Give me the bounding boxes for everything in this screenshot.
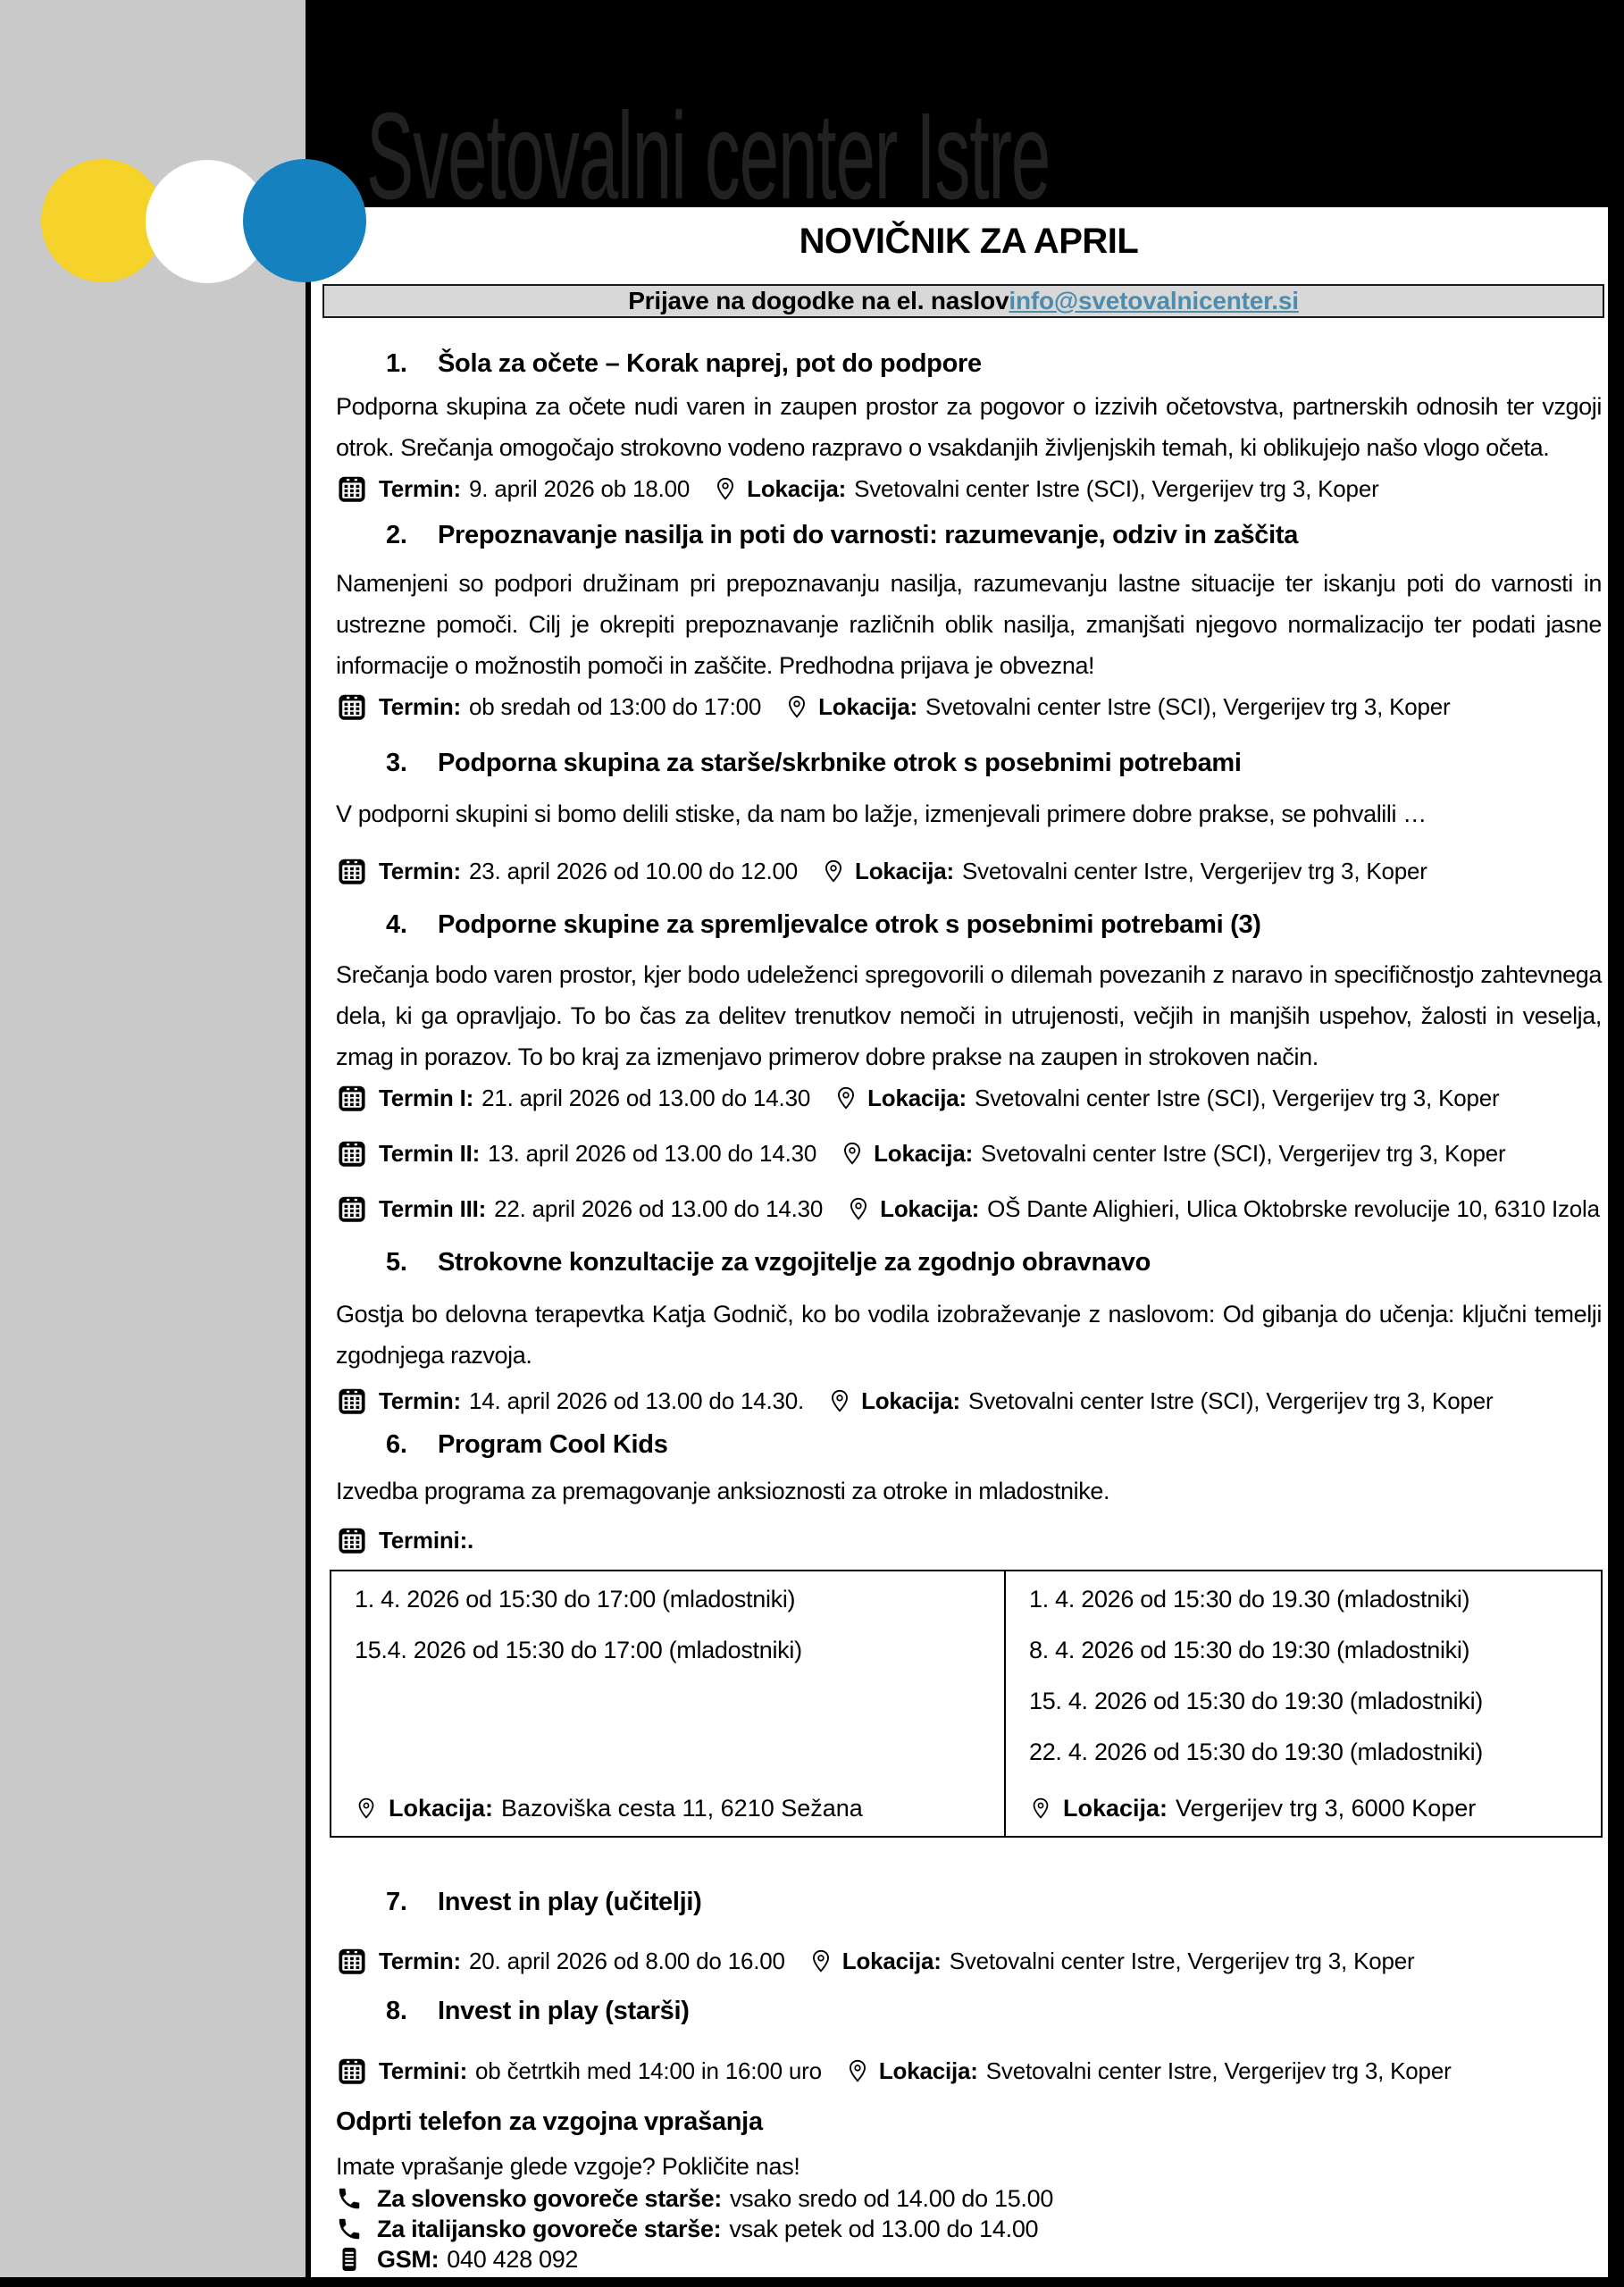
phone-line-value: vsak petek od 13.00 do 14.00 [729, 2215, 1039, 2242]
calendar-icon [336, 1082, 368, 1114]
termin-value: 21. april 2026 od 13.00 do 14.30 [481, 1085, 811, 1111]
section-1-heading [336, 345, 1602, 382]
logo-title: Svetovalni center Istre [366, 88, 1051, 207]
section-number: 4. [386, 910, 407, 939]
phone-line-label: Za italijansko govoreče starše: [377, 2215, 722, 2242]
location-pin-icon [846, 1193, 871, 1225]
calendar-icon [336, 473, 368, 505]
open-phone-intro: Imate vprašanje glede vzgoje? Pokličite nas! [336, 2153, 800, 2180]
schedule-entry: 22. 4. 2026 od 15:30 do 19:30 (mladostniki) [1029, 1738, 1483, 1765]
schedule-entry: 15. 4. 2026 od 15:30 do 19:30 (mladostniki) [1029, 1688, 1483, 1714]
calendar-icon [336, 1137, 368, 1169]
calendar-icon [336, 855, 368, 887]
gsm-line [336, 2244, 1602, 2274]
cool-kids-right-cell [1004, 1571, 1601, 1836]
location-pin-icon [821, 855, 846, 887]
section-5-body: Gostja bo delovna terapevtka Katja Godnič, ko bo vodila izobraževanje z naslovom: Od gibanja do učenja: ključni temelji zgodnjega razvoja. [336, 1301, 1602, 1369]
section-8-heading [336, 1992, 1602, 2030]
phone-line-value: vsako sredo od 14.00 do 15.00 [729, 2184, 1054, 2212]
email-link[interactable]: info@svetovalnicenter.si [1009, 287, 1299, 314]
lokacija-value: Svetovalni center Istre (SCI), Vergerijev trg 3, Koper [981, 1140, 1506, 1167]
section-6-body: Izvedba programa za premagovanje anksioznosti za otroke in mladostnike. [336, 1478, 1110, 1504]
calendar-icon [336, 691, 368, 723]
section-title: Prepoznavanje nasilja in poti do varnosti: razumevanje, odziv in zaščita [438, 521, 1299, 549]
phone-line-slovenian [336, 2183, 1602, 2214]
lokacija-label: Lokacija: [841, 1948, 942, 1974]
termin-label: Termin: [379, 693, 462, 720]
cool-kids-schedule-table [330, 1570, 1603, 1838]
cool-kids-left-cell [331, 1571, 1004, 1836]
lokacija-label: Lokacija: [861, 1387, 960, 1414]
section-2-heading [336, 516, 1602, 554]
section-2-term-row [336, 686, 1602, 727]
header-black-bar [306, 0, 1624, 207]
phone-icon [336, 2185, 363, 2212]
lokacija-value: OŠ Dante Alighieri, Ulica Oktobrske revolucije 10, 6310 Izola [987, 1195, 1600, 1222]
location-pin-icon [845, 2055, 870, 2087]
lokacija-label: Lokacija: [747, 475, 847, 502]
lokacija-label: Lokacija: [880, 1195, 980, 1222]
schedule-entry: 8. 4. 2026 od 15:30 do 19:30 (mladostniki) [1029, 1637, 1470, 1663]
section-number: 8. [386, 1997, 407, 2025]
section-1-body: Podporna skupina za očete nudi varen in zaupen prostor za pogovor o izzivih očetovstva, partnerskih odnosih ter vzgoji otrok. Srečanja omogočajo strokovno vodeno razpravo o vsakdanjih življenjskih temah, ki oblikujejo našo vlogo očeta. [336, 393, 1602, 461]
phone-line-italian [336, 2214, 1602, 2244]
section-title: Invest in play (starši) [438, 1997, 690, 2025]
lokacija-label: Lokacija: [389, 1794, 494, 1822]
section-1-term-row [336, 468, 1602, 509]
section-3-body: V podporni skupini si bomo delili stiske, da nam bo lažje, izmenjevali primere dobre prakse, se pohvalili … [336, 800, 1427, 827]
section-7-term-row [336, 1940, 1602, 1981]
section-title: Podporne skupine za spremljevalce otrok s posebnimi potrebami (3) [438, 910, 1261, 939]
document-content [311, 207, 1608, 2287]
section-2-body: Namenjeni so podpori družinam pri prepoznavanju nasilja, razumevanju lastne situacije ter iskanju poti do varnosti in ustrezne pomoči. Cilj je okrepiti prepoznavanje različnih oblik nasilja, zmanjšati njegovo normalizacijo ter podati jasne informacije o možnostih pomoči in zaščite. Predhodna prijava je obvezna! [336, 570, 1602, 679]
termin-label: Termin: [379, 475, 462, 502]
lokacija-label: Lokacija: [818, 693, 918, 720]
section-4-term-row-2 [336, 1133, 1602, 1174]
section-title: Program Cool Kids [438, 1430, 668, 1459]
section-number: 1. [386, 349, 407, 378]
page-right-shadow [1608, 0, 1624, 2287]
termin-value: 23. april 2026 od 10.00 do 12.00 [469, 858, 799, 884]
left-gray-strip [0, 0, 306, 2287]
section-title: Invest in play (učitelji) [438, 1888, 702, 1916]
signup-bar [322, 284, 1604, 318]
lokacija-label: Lokacija: [855, 858, 954, 884]
location-pin-icon [713, 473, 738, 505]
logo-circle-blue [243, 159, 366, 282]
termin-value: 13. april 2026 od 13.00 do 14.30 [488, 1140, 817, 1167]
section-8-term-row [336, 2050, 1602, 2091]
document-page [306, 0, 1608, 2287]
termin-value: 9. april 2026 ob 18.00 [469, 475, 691, 502]
lokacija-label: Lokacija: [874, 1140, 974, 1167]
section-title: Strokovne konzultacije za vzgojitelje za zgodnjo obravnavo [438, 1248, 1151, 1277]
lokacija-value: Vergerijev trg 3, 6000 Koper [1176, 1794, 1477, 1822]
lokacija-value: Svetovalni center Istre (SCI), Vergerijev trg 3, Koper [854, 475, 1379, 502]
lokacija-value: Svetovalni center Istre (SCI), Vergerijev trg 3, Koper [975, 1085, 1500, 1111]
termin-label: Termini:. [379, 1527, 474, 1554]
section-3-term-row [336, 850, 1602, 892]
location-pin-icon [1029, 1793, 1052, 1823]
section-7-heading [336, 1883, 1602, 1921]
termin-value: ob sredah od 13:00 do 17:00 [469, 693, 762, 720]
lokacija-value: Svetovalni center Istre, Vergerijev trg 3, Koper [949, 1948, 1415, 1974]
termin-value: 20. april 2026 od 8.00 do 16.00 [469, 1948, 785, 1974]
termin-value: 22. april 2026 od 13.00 do 14.30 [494, 1195, 824, 1222]
newsletter-title: NOVIČNIK ZA APRIL [799, 222, 1139, 261]
termin-value: 14. april 2026 od 13.00 do 14.30. [469, 1387, 805, 1414]
termin-label: Termin I: [379, 1085, 474, 1111]
signup-label: Prijave na dogodke na el. naslov [628, 287, 1009, 314]
lokacija-value: Bazoviška cesta 11, 6210 Sežana [501, 1794, 863, 1822]
lokacija-value: Svetovalni center Istre, Vergerijev trg 3, Koper [961, 858, 1427, 884]
location-pin-icon [355, 1793, 378, 1823]
phone-icon [336, 2216, 363, 2242]
calendar-icon [336, 1385, 368, 1417]
section-4-heading [336, 906, 1602, 943]
section-5-heading [336, 1244, 1602, 1281]
calendar-icon [336, 1524, 368, 1556]
page-bottom-shadow [0, 2277, 1624, 2287]
section-4-term-row-3 [336, 1188, 1602, 1229]
section-6-term-row [336, 1522, 1602, 1558]
calendar-icon [336, 2055, 368, 2087]
section-title: Podporna skupina za starše/skrbnike otrok s posebnimi potrebami [438, 749, 1242, 777]
location-pin-icon [784, 691, 809, 723]
lokacija-value: Svetovalni center Istre (SCI), Vergerijev trg 3, Koper [925, 693, 1451, 720]
section-4-body: Srečanja bodo varen prostor, kjer bodo udeleženci spregovorili o dilemah povezanih z naravo in specifičnostjo zahtevnega dela, ki ga opravljajo. To bo čas za delitev trenutkov nemoči in utrujenosti, večjih in manjših uspehov, žalosti in veselja, zmag in porazov. To bo kraj za izmenjavo primerov dobre prakse na zaupen in strokoven način. [336, 961, 1602, 1070]
section-number: 5. [386, 1248, 407, 1277]
lokacija-label: Lokacija: [878, 2057, 978, 2084]
schedule-entry: 1. 4. 2026 od 15:30 do 19.30 (mladostniki) [1029, 1586, 1470, 1613]
termin-label: Termini: [379, 2057, 468, 2084]
termin-label: Termin III: [379, 1195, 487, 1222]
termin-value: ob četrtkih med 14:00 in 16:00 uro [475, 2057, 822, 2084]
section-number: 6. [386, 1430, 407, 1459]
lokacija-label: Lokacija: [1063, 1794, 1168, 1822]
phone-line-label: Za slovensko govoreče starše: [377, 2184, 722, 2212]
section-6-heading [336, 1426, 1602, 1463]
location-pin-icon [808, 1945, 833, 1977]
termin-label: Termin: [379, 1948, 462, 1974]
termin-label: Termin: [379, 858, 462, 884]
schedule-entry: 1. 4. 2026 od 15:30 do 17:00 (mladostniki) [355, 1586, 796, 1613]
section-title: Šola za očete – Korak naprej, pot do podpore [438, 349, 982, 378]
table-lokacija-row [1029, 1793, 1583, 1823]
location-pin-icon [840, 1137, 865, 1169]
termin-label: Termin: [379, 1387, 462, 1414]
calendar-icon [336, 1945, 368, 1977]
section-4-term-row-1 [336, 1077, 1602, 1118]
section-3-heading [336, 744, 1602, 782]
gsm-value: 040 428 092 [447, 2245, 579, 2273]
table-lokacija-row [355, 1793, 986, 1823]
termin-label: Termin II: [379, 1140, 481, 1167]
open-phone-heading: Odprti telefon za vzgojna vprašanja [336, 2107, 763, 2136]
gsm-label: GSM: [377, 2245, 439, 2273]
schedule-entry: 15.4. 2026 od 15:30 do 17:00 (mladostniki) [355, 1637, 802, 1663]
lokacija-label: Lokacija: [867, 1085, 967, 1111]
lokacija-value: Svetovalni center Istre, Vergerijev trg 3, Koper [985, 2057, 1452, 2084]
section-number: 3. [386, 749, 407, 777]
section-5-term-row [336, 1380, 1602, 1421]
location-pin-icon [833, 1082, 858, 1114]
section-number: 2. [386, 521, 407, 549]
section-number: 7. [386, 1888, 407, 1916]
mobile-phone-icon [336, 2246, 363, 2273]
calendar-icon [336, 1193, 368, 1225]
lokacija-value: Svetovalni center Istre (SCI), Vergerijev trg 3, Koper [967, 1387, 1494, 1414]
location-pin-icon [827, 1385, 852, 1417]
